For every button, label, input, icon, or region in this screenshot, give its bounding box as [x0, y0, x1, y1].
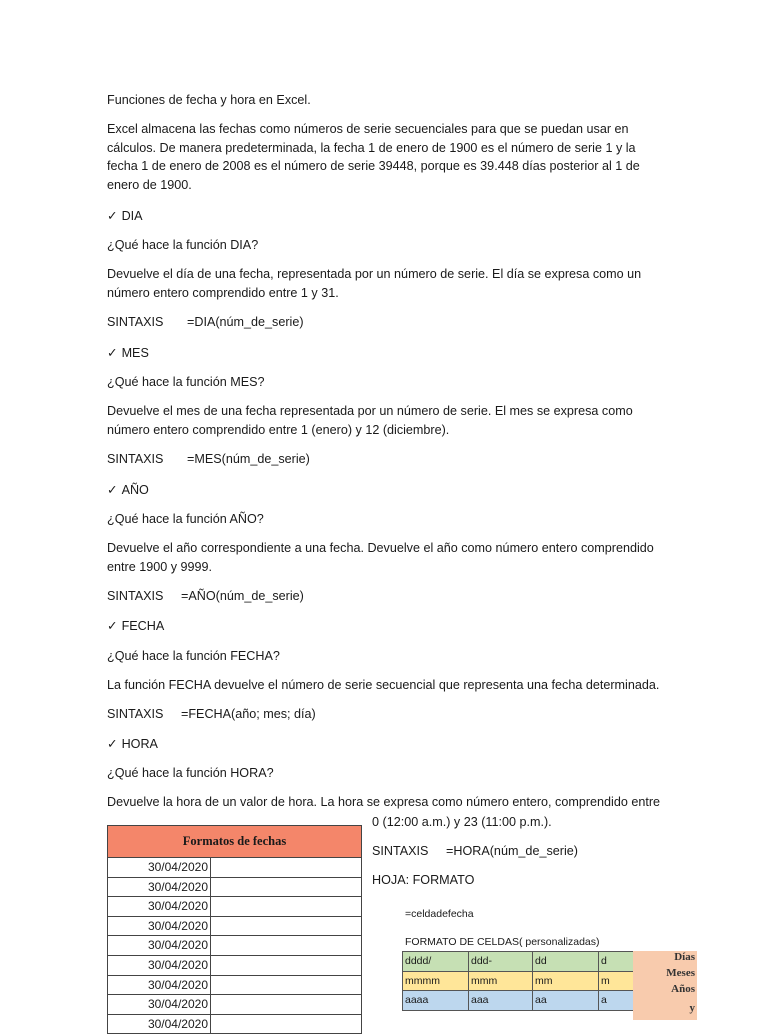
empty-cell	[211, 858, 362, 878]
empty-cell	[211, 916, 362, 936]
checkmark-icon: ✓	[107, 208, 118, 223]
date-cell: 30/04/2020	[108, 955, 211, 975]
table-row	[108, 975, 362, 995]
format-cell: dddd/	[403, 952, 469, 972]
empty-cell	[211, 975, 362, 995]
section-description-cont: 0 (12:00 a.m.) y 23 (11:00 p.m.).	[372, 815, 552, 829]
section-description: Devuelve la hora de un valor de hora. La hora se expresa como número entero, comprendido entre	[107, 795, 661, 809]
date-cell: 30/04/2020	[108, 916, 211, 936]
format-cell: ddd-	[469, 952, 533, 972]
section-description: Devuelve el año correspondiente a una fecha. Devuelve el año como número entero comprendido entre 1900 y 9999.	[107, 541, 654, 574]
table-row-months	[403, 971, 638, 991]
section-question: ¿Qué hace la función MES?	[107, 375, 265, 389]
section-heading-mes	[107, 344, 667, 363]
checkmark-icon: ✓	[107, 345, 118, 360]
section-description: La función FECHA devuelve el número de serie secuencial que representa una fecha determinada.	[107, 678, 660, 692]
syntax-formula: =HORA(núm_de_serie)	[446, 844, 578, 858]
section-heading-dia	[107, 207, 667, 226]
format-cell: mmm	[469, 971, 533, 991]
date-cell: 30/04/2020	[108, 877, 211, 897]
format-cell: mmmm	[403, 971, 469, 991]
format-title: FORMATO DE CELDAS( personalizadas)	[405, 936, 600, 948]
checkmark-icon: ✓	[107, 618, 118, 633]
empty-cell	[211, 877, 362, 897]
section-heading-hora	[107, 735, 667, 754]
label-years: Años	[633, 983, 697, 999]
dates-table-header-row	[108, 826, 362, 858]
empty-cell	[211, 995, 362, 1015]
label-days: Días	[633, 951, 697, 967]
label-y: y	[633, 999, 697, 1020]
label-months: Meses	[633, 967, 697, 983]
format-cell: aa	[533, 991, 599, 1011]
formula-text: =celdadefecha	[405, 908, 474, 920]
syntax-line	[107, 587, 667, 606]
format-cell: aaa	[469, 991, 533, 1011]
table-row	[108, 877, 362, 897]
format-table	[402, 951, 638, 1011]
format-cell: aaaa	[403, 991, 469, 1011]
intro-paragraph: Excel almacena las fechas como números de serie secuenciales para que se puedan usar en cálculos. De manera predeterminada, la fecha 1 de enero de 1900 es el número de serie 1 y la fecha 1 de enero de 2008 es el número de serie 39448, porque es 39.448 días posterior al 1 de enero de 1900.	[107, 122, 640, 192]
section-name: MES	[121, 346, 149, 360]
section-question: ¿Qué hace la función AÑO?	[107, 512, 264, 526]
empty-cell	[211, 955, 362, 975]
section-description: Devuelve el mes de una fecha representada por un número de serie. El mes se expresa como número entero comprendido entre 1 (enero) y 12 (diciembre).	[107, 404, 633, 437]
table-row	[108, 916, 362, 936]
date-cell: 30/04/2020	[108, 995, 211, 1015]
section-name: HORA	[121, 737, 158, 751]
date-cell: 30/04/2020	[108, 975, 211, 995]
dates-table	[107, 825, 362, 1034]
table-row	[108, 897, 362, 917]
syntax-label: SINTAXIS	[107, 707, 164, 721]
table-row	[108, 1014, 362, 1034]
dates-table-header: Formatos de fechas	[108, 826, 362, 858]
table-row-years	[403, 991, 638, 1011]
date-cell: 30/04/2020	[108, 936, 211, 956]
doc-title: Funciones de fecha y hora en Excel.	[107, 93, 311, 107]
table-row	[108, 995, 362, 1015]
empty-cell	[211, 1014, 362, 1034]
syntax-line	[372, 842, 578, 861]
format-cell: d	[599, 952, 638, 972]
section-name: FECHA	[121, 619, 165, 633]
section-question: ¿Qué hace la función FECHA?	[107, 649, 280, 663]
section-question: ¿Qué hace la función HORA?	[107, 766, 274, 780]
section-heading-fecha	[107, 617, 667, 636]
syntax-formula: =FECHA(año; mes; día)	[181, 707, 316, 721]
date-cell: 30/04/2020	[108, 1014, 211, 1034]
syntax-line	[107, 313, 667, 332]
format-cell: mm	[533, 971, 599, 991]
format-cell: m	[599, 971, 638, 991]
section-name: DIA	[121, 209, 143, 223]
section-description: Devuelve el día de una fecha, representada por un número de serie. El día se expresa como un número entero comprendido entre 1 y 31.	[107, 267, 642, 300]
table-row	[108, 858, 362, 878]
table-row	[108, 955, 362, 975]
section-heading-ano	[107, 481, 667, 500]
syntax-line	[107, 450, 667, 469]
format-cell: dd	[533, 952, 599, 972]
syntax-label: SINTAXIS	[107, 452, 164, 466]
checkmark-icon: ✓	[107, 736, 118, 751]
syntax-line	[107, 705, 667, 724]
syntax-label: SINTAXIS	[107, 589, 164, 603]
syntax-label: SINTAXIS	[107, 315, 164, 329]
checkmark-icon: ✓	[107, 482, 118, 497]
empty-cell	[211, 936, 362, 956]
date-cell: 30/04/2020	[108, 897, 211, 917]
empty-cell	[211, 897, 362, 917]
table-row-days	[403, 952, 638, 972]
syntax-formula: =MES(núm_de_serie)	[187, 452, 310, 466]
section-name: AÑO	[121, 483, 149, 497]
section-question: ¿Qué hace la función DIA?	[107, 238, 259, 252]
sheet-label: HOJA: FORMATO	[372, 873, 475, 887]
date-cell: 30/04/2020	[108, 858, 211, 878]
syntax-formula: =AÑO(núm_de_serie)	[181, 589, 304, 603]
table-row	[108, 936, 362, 956]
format-cell: a	[599, 991, 638, 1011]
syntax-formula: =DIA(núm_de_serie)	[187, 315, 304, 329]
syntax-label: SINTAXIS	[372, 844, 429, 858]
